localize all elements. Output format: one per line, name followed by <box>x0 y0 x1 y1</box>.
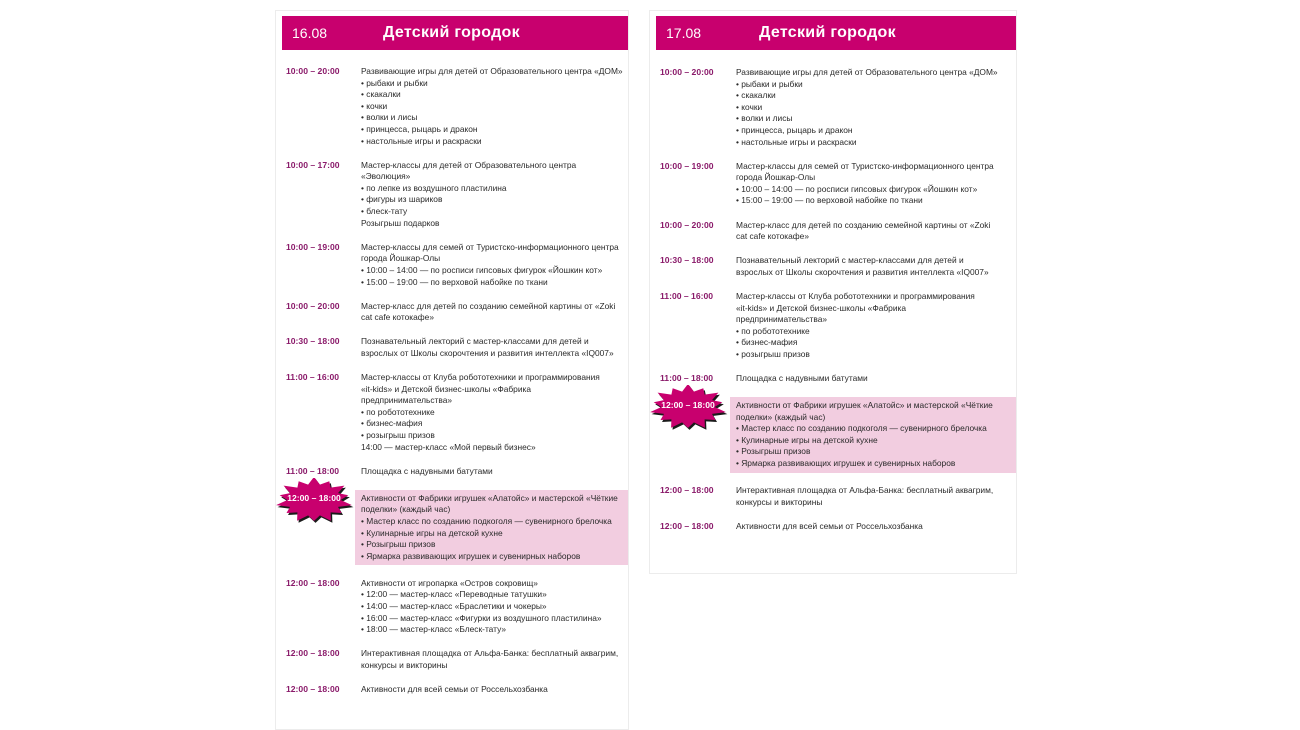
event-time: 10:00 – 17:00 <box>286 159 340 170</box>
description-line: Площадка с надувными батутами <box>361 465 493 476</box>
bullet-item: • 18:00 — мастер-класс «Блеск-тату» <box>361 624 507 635</box>
event-row <box>276 684 628 696</box>
event-time: 10:30 – 18:00 <box>286 336 340 347</box>
event-description <box>361 648 628 671</box>
bullet-item: • настольные игры и раскраски <box>736 136 857 147</box>
description-line: поделки» (каждый час) <box>736 411 826 422</box>
event-time: 11:00 – 16:00 <box>286 371 340 382</box>
bullet-item: • рыбаки и рыбки <box>736 78 803 89</box>
bullet-item: • Кулинарные игры на детской кухне <box>736 434 878 445</box>
event-description <box>355 490 628 566</box>
event-description <box>736 67 1016 148</box>
event-description <box>361 684 628 696</box>
event-row <box>650 291 1016 361</box>
description-line: Активности для всей семьи от Россельхозбанка <box>361 683 548 694</box>
bullet-item: • настольные игры и раскраски <box>361 135 482 146</box>
event-row <box>276 160 628 230</box>
description-line: поделки» (каждый час) <box>361 504 451 515</box>
event-time: 11:00 – 16:00 <box>660 290 714 301</box>
description-line: Познавательный лекторий с мастер-классами для детей и <box>361 336 589 347</box>
description-line: Розыгрыш подарков <box>361 217 440 228</box>
schedule-card-day-2 <box>649 10 1017 574</box>
description-line: 14:00 — мастер-класс «Мой первый бизнес» <box>361 441 536 452</box>
description-line: Познавательный лекторий с мастер-классами для детей и <box>736 255 964 266</box>
bullet-item: • 15:00 – 19:00 — по верховой набойке по ткани <box>361 276 548 287</box>
event-description <box>736 291 1016 361</box>
description-line: Мастер-класс для детей по созданию семейной картины от «Zoki <box>361 300 616 311</box>
event-time: 12:00 – 18:00 <box>286 648 340 659</box>
event-row-highlighted <box>650 397 1016 473</box>
day-date: 16.08 <box>292 25 328 41</box>
description-line: «it-kids» и Детской бизнес-школы «Фабрика <box>736 302 906 313</box>
bullet-item: • Розыгрыш призов <box>736 446 811 457</box>
description-line: города Йошкар-Олы <box>361 253 441 264</box>
event-description <box>736 373 1016 385</box>
description-line: Активности от Фабрики игрушек «Алатойс» и мастерской «Чёткие <box>361 492 618 503</box>
event-row <box>650 521 1016 533</box>
event-row <box>650 255 1016 278</box>
description-line: города Йошкар-Олы <box>736 172 816 183</box>
bullet-item: • Мастер класс по созданию подкоголя — сувенирного брелочка <box>361 515 612 526</box>
description-line: Мастер-классы для семей от Туристско-информационного центра <box>361 241 619 252</box>
description-line: Мастер-классы для семей от Туристско-информационного центра <box>736 160 994 171</box>
event-time: 10:00 – 20:00 <box>286 300 340 311</box>
description-line: Развивающие игры для детей от Образовательного центра «ДОМ» <box>736 67 998 77</box>
event-time: 10:00 – 20:00 <box>286 66 340 76</box>
event-time: 12:00 – 18:00 <box>286 577 340 588</box>
card-header <box>656 16 1016 50</box>
event-row <box>276 372 628 453</box>
event-row <box>276 301 628 324</box>
description-line: cat cafe котокафе» <box>736 231 809 242</box>
event-row <box>276 466 628 478</box>
section-title: Детский городок <box>383 24 520 41</box>
bullet-item: • Мастер класс по созданию подкоголя — сувенирного брелочка <box>736 423 987 434</box>
section-title: Детский городок <box>759 24 896 41</box>
bullet-item: • кочки <box>361 100 388 111</box>
bullet-item: • скакалки <box>361 89 401 100</box>
bullet-item: • скакалки <box>736 90 776 101</box>
event-row <box>650 161 1016 207</box>
starburst-badge <box>276 478 352 524</box>
bullet-item: • по робототехнике <box>736 325 810 336</box>
description-line: Мастер-классы от Клуба робототехники и программирования <box>361 371 600 382</box>
description-line: предпринимательства» <box>736 314 828 325</box>
description-line: предпринимательства» <box>361 395 453 406</box>
bullet-item: • волки и лисы <box>361 112 418 123</box>
bullet-item: • фигуры из шариков <box>361 194 443 205</box>
bullet-item: • волки и лисы <box>736 113 793 124</box>
event-row <box>650 67 1016 148</box>
description-line: взрослых от Школы скорочтения и развития интеллекта «IQ007» <box>736 266 989 277</box>
description-line: «Эволюция» <box>361 171 411 182</box>
event-description <box>361 66 628 147</box>
description-line: конкурсы и викторины <box>361 659 448 670</box>
event-description <box>736 521 1016 533</box>
event-description <box>361 372 628 453</box>
event-row <box>650 485 1016 508</box>
description-line: Активности от игропарка «Остров сокровищ» <box>361 577 538 588</box>
bullet-item: • по робототехнике <box>361 406 435 417</box>
bullet-item: • рыбаки и рыбки <box>361 77 428 88</box>
event-description <box>361 301 628 324</box>
schedule-card-day-1 <box>275 10 629 730</box>
bullet-item: • розыгрыш призов <box>361 429 435 440</box>
card-header <box>282 16 628 50</box>
event-row <box>276 336 628 359</box>
description-line: «it-kids» и Детской бизнес-школы «Фабрика <box>361 383 531 394</box>
event-time: 10:00 – 20:00 <box>660 219 714 230</box>
bullet-item: • Кулинарные игры на детской кухне <box>361 527 503 538</box>
event-description <box>736 161 1016 207</box>
event-time: 11:00 – 18:00 <box>660 372 714 383</box>
description-line: Активности от Фабрики игрушек «Алатойс» и мастерской «Чёткие <box>736 400 993 411</box>
event-time: 12:00 – 18:00 <box>660 520 714 531</box>
event-time: 12:00 – 18:00 <box>287 492 341 503</box>
day-date: 17.08 <box>666 25 702 41</box>
event-time: 11:00 – 18:00 <box>286 465 340 476</box>
bullet-item: • Розыгрыш призов <box>361 539 436 550</box>
event-description <box>361 466 628 478</box>
bullet-item: • 15:00 – 19:00 — по верховой набойке по ткани <box>736 195 923 206</box>
event-time: 10:00 – 19:00 <box>286 241 340 252</box>
event-time: 10:00 – 19:00 <box>660 160 714 171</box>
bullet-item: • 10:00 – 14:00 — по росписи гипсовых фигурок «Йошкин кот» <box>361 264 603 275</box>
bullet-item: • 12:00 — мастер-класс «Переводные татушки» <box>361 589 547 600</box>
bullet-item: • Ярмарка развивающих игрушек и сувенирных наборов <box>361 550 581 561</box>
event-row <box>276 242 628 288</box>
description-line: Интерактивная площадка от Альфа-Банка: бесплатный аквагрим, <box>736 485 994 496</box>
event-row <box>650 220 1016 243</box>
event-row <box>276 648 628 671</box>
description-line: взрослых от Школы скорочтения и развития интеллекта «IQ007» <box>361 347 614 358</box>
bullet-item: • 10:00 – 14:00 — по росписи гипсовых фигурок «Йошкин кот» <box>736 183 978 194</box>
bullet-item: • принцесса, рыцарь и дракон <box>361 123 478 134</box>
event-description <box>736 220 1016 243</box>
event-time: 10:00 – 20:00 <box>660 67 714 77</box>
bullet-item: • бизнес-мафия <box>736 337 798 348</box>
description-line: Мастер-классы от Клуба робототехники и программирования <box>736 290 975 301</box>
description-line: Развивающие игры для детей от Образовательного центра «ДОМ» <box>361 66 623 76</box>
starburst-badge <box>650 385 726 431</box>
event-description <box>736 255 1016 278</box>
event-row <box>276 66 628 147</box>
event-time: 12:00 – 18:00 <box>286 683 340 694</box>
description-line: конкурсы и викторины <box>736 496 823 507</box>
event-description <box>361 160 628 230</box>
description-line: cat cafe котокафе» <box>361 312 434 323</box>
event-time: 10:30 – 18:00 <box>660 255 714 266</box>
bullet-item: • 16:00 — мастер-класс «Фигурки из воздушного пластилина» <box>361 612 602 623</box>
event-description <box>736 485 1016 508</box>
description-line: Интерактивная площадка от Альфа-Банка: бесплатный аквагрим, <box>361 648 619 659</box>
bullet-item: • по лепке из воздушного пластилина <box>361 182 507 193</box>
bullet-item: • розыгрыш призов <box>736 348 810 359</box>
event-description <box>361 336 628 359</box>
description-line: Площадка с надувными батутами <box>736 372 868 383</box>
event-description <box>361 578 628 636</box>
event-time: 12:00 – 18:00 <box>660 485 714 496</box>
description-line: Мастер-класс для детей по созданию семейной картины от «Zoki <box>736 219 991 230</box>
description-line: Активности для всей семьи от Россельхозбанка <box>736 520 923 531</box>
bullet-item: • кочки <box>736 101 763 112</box>
description-line: Мастер-классы для детей от Образовательного центра <box>361 159 577 170</box>
event-row-highlighted <box>276 490 628 566</box>
bullet-item: • бизнес-мафия <box>361 418 423 429</box>
event-description <box>361 242 628 288</box>
event-row <box>650 373 1016 385</box>
event-list <box>650 67 1016 545</box>
bullet-item: • блеск-тату <box>361 206 408 217</box>
event-description <box>730 397 1016 473</box>
event-time: 12:00 – 18:00 <box>661 400 715 411</box>
event-list <box>276 66 628 708</box>
bullet-item: • принцесса, рыцарь и дракон <box>736 124 853 135</box>
bullet-item: • 14:00 — мастер-класс «Браслетики и чокеры» <box>361 600 547 611</box>
event-row <box>276 578 628 636</box>
bullet-item: • Ярмарка развивающих игрушек и сувенирных наборов <box>736 458 956 469</box>
